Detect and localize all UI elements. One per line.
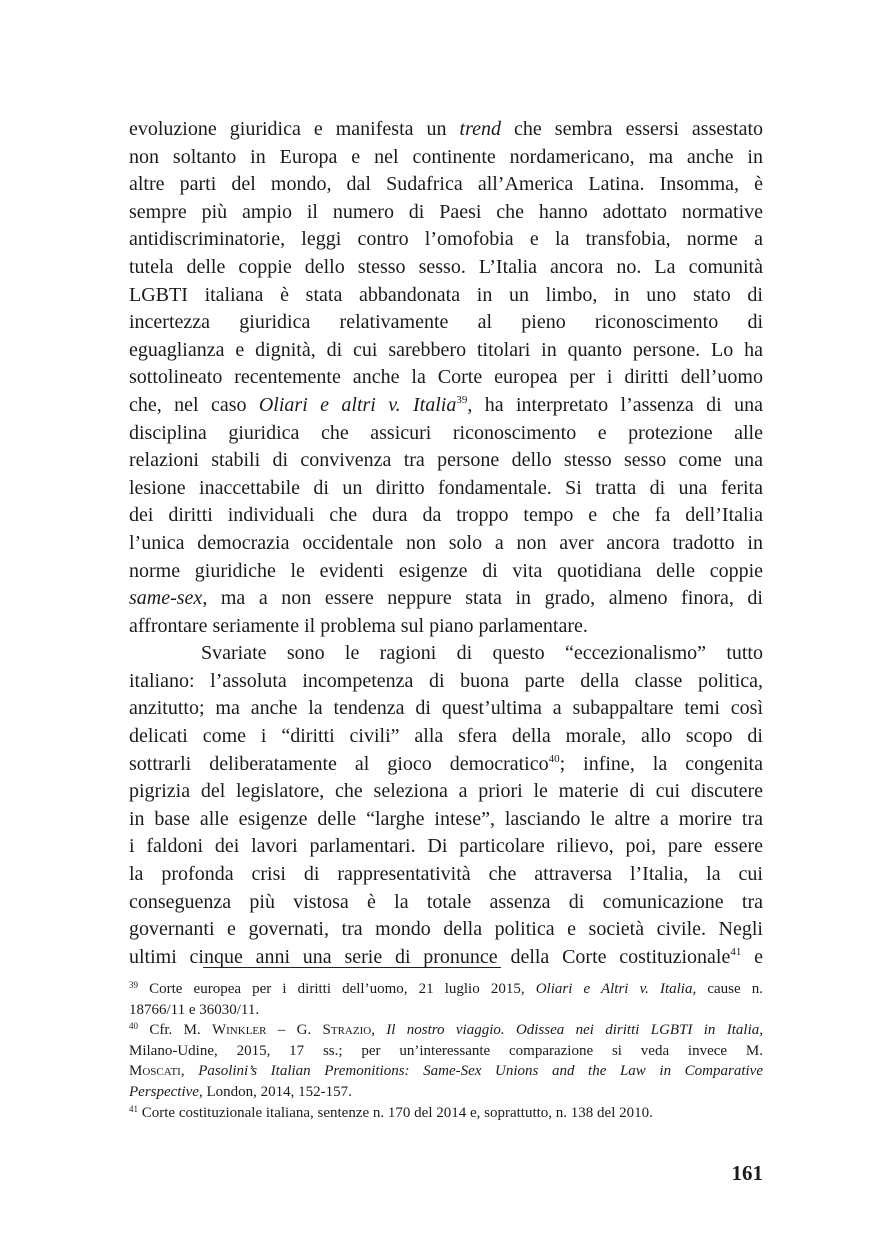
text-span: , ma a non essere neppure stata in grado, almeno finora, di	[202, 587, 763, 610]
text-line: la profonda crisi di rappresentatività che attraversa l’Italia, la cui	[129, 863, 763, 886]
text-line: tutela delle coppie dello stesso sesso. L’Italia ancora no. La comunità	[129, 255, 763, 278]
footnote-ref[interactable]: 41	[730, 945, 742, 958]
text-span: e	[741, 945, 763, 968]
text-line: dei diritti individuali che dura da troppo tempo e che fa dell’Italia	[129, 504, 763, 527]
text-line	[129, 116, 763, 144]
text-line: pigrizia del legislatore, che seleziona a priori le materie di cui discutere	[129, 780, 763, 803]
text-span: ,	[180, 1063, 199, 1080]
text-line: in base alle esigenze delle “larghe intese”, lasciando le altre a morire tra	[129, 807, 763, 830]
footnote-number: 41	[129, 1103, 138, 1114]
text-line: altre parti del mondo, dal Sudafrica all’America Latina. Insomma, è	[129, 173, 763, 196]
page-number: 161	[731, 1161, 763, 1185]
text-line	[129, 392, 763, 420]
footnote-line: Milano-Udine, 2015, 17 ss.; per un’interessante comparazione si veda invece M.	[129, 1042, 763, 1059]
text-line: i faldoni dei lavori parlamentari. Di particolare rilievo, poi, pare essere	[129, 835, 763, 858]
italic-span: Oliari e Altri v. Italia,	[535, 981, 697, 997]
italic-span: Il nostro viaggio. Odissea nei diritti LGBTI in Italia,	[386, 1022, 763, 1039]
text-span: cause n.	[696, 981, 764, 997]
italic-span: Oliari e altri v. Italia	[258, 393, 457, 416]
text-span: London, 2014, 152-157.	[202, 1083, 352, 1100]
footnote-number: 40	[129, 1021, 138, 1032]
author-name: Strazio	[322, 1022, 372, 1039]
italic-span: Pasolini’s Italian Premonitions: Same-Sex Unions and the Law in Comparative	[198, 1063, 763, 1080]
footnote-line	[129, 1082, 763, 1103]
text-span: che, nel caso	[129, 393, 259, 416]
text-span: sottrarli deliberatamente al gioco democratico	[129, 752, 549, 775]
text-line: lesione inaccettabile di un diritto fondamentale. Si tratta di una ferita	[129, 476, 763, 499]
text-line: norme giuridiche le evidenti esigenze di vita quotidiana delle coppie	[129, 559, 763, 582]
footnote-line	[129, 1103, 763, 1124]
text-line: non soltanto in Europa e nel continente nordamericano, ma anche in	[129, 145, 763, 168]
text-line	[129, 751, 763, 779]
footnote-ref[interactable]: 40	[548, 752, 560, 765]
text-line: delicati come i “diritti civili” alla sfera della morale, allo scopo di	[129, 725, 763, 748]
text-span: ; infine, la congenita	[559, 752, 763, 775]
text-line: italiano: l’assoluta incompetenza di buona parte della classe politica,	[129, 669, 763, 692]
text-line: sottolineato recentemente anche la Corte europea per i diritti dell’uomo	[129, 366, 763, 389]
text-span: – G.	[266, 1022, 323, 1039]
author-name: Moscati	[129, 1063, 181, 1080]
text-line: sempre più ampio il numero di Paesi che hanno adottato normative	[129, 200, 763, 223]
text-line: Svariate sono le ragioni di questo “eccezionalismo” tutto	[201, 642, 763, 665]
footnote-line	[129, 1061, 763, 1082]
text-span: ultimi cinque anni una serie di pronunce della Corte costituzionale	[129, 945, 731, 968]
footnote-line: 18766/11 e 36030/11.	[129, 1001, 260, 1018]
text-span: evoluzione giuridica e manifesta un	[129, 118, 460, 140]
italic-span: same-sex	[129, 587, 203, 610]
text-span: che sembra essersi assestato	[501, 118, 763, 140]
text-line: incertezza giuridica relativamente al pieno riconoscimento di	[129, 311, 763, 334]
body-text	[129, 116, 763, 971]
italic-span: trend	[459, 118, 502, 140]
footnote-39	[129, 979, 763, 1020]
footnote-40	[129, 1020, 763, 1102]
footnote-41	[129, 1103, 763, 1124]
text-span: Cfr. M.	[138, 1022, 212, 1039]
text-line: anzitutto; ma anche la tendenza di quest’ultima a subappaltare temi così	[129, 697, 763, 720]
text-line: eguaglianza e dignità, di cui sarebbero titolari in quanto persone. Lo ha	[129, 338, 763, 361]
footnote-number: 39	[129, 980, 138, 990]
text-line: l’unica democrazia occidentale non solo a non aver ancora tradotto in	[129, 531, 763, 554]
footnotes	[129, 979, 763, 1123]
paragraph	[129, 640, 763, 971]
footnote-separator	[203, 967, 501, 968]
text-line: LGBTI italiana è stata abbandonata in un limbo, in uno stato di	[129, 283, 763, 306]
footnote-line	[129, 1020, 763, 1041]
text-line: relazioni stabili di convivenza tra persone dello stesso sesso come una	[129, 449, 763, 472]
footnote-ref[interactable]: 39	[456, 393, 468, 406]
paragraph	[129, 116, 763, 640]
text-span: Corte europea per i diritti dell’uomo, 21 luglio 2015,	[138, 981, 536, 997]
text-span: ,	[371, 1022, 387, 1039]
text-line: disciplina giuridica che assicuri riconoscimento e protezione alle	[129, 421, 763, 444]
text-line: governanti e governati, tra mondo della politica e società civile. Negli	[129, 918, 763, 941]
italic-span: Perspective,	[129, 1083, 203, 1100]
footnote-line	[129, 979, 763, 1000]
text-line: affrontare seriamente il problema sul piano parlamentare.	[129, 614, 588, 637]
text-line: antidiscriminatorie, leggi contro l’omofobia e la transfobia, norme a	[129, 228, 763, 251]
author-name: Winkler	[211, 1022, 267, 1039]
text-line	[129, 585, 763, 613]
text-span: Corte costituzionale italiana, sentenze n. 170 del 2014 e, soprattutto, n. 138 del 2010.	[138, 1104, 653, 1121]
text-line: conseguenza più vistosa è la totale assenza di comunicazione tra	[129, 890, 763, 913]
text-span: , ha interpretato l’assenza di una	[467, 393, 763, 416]
